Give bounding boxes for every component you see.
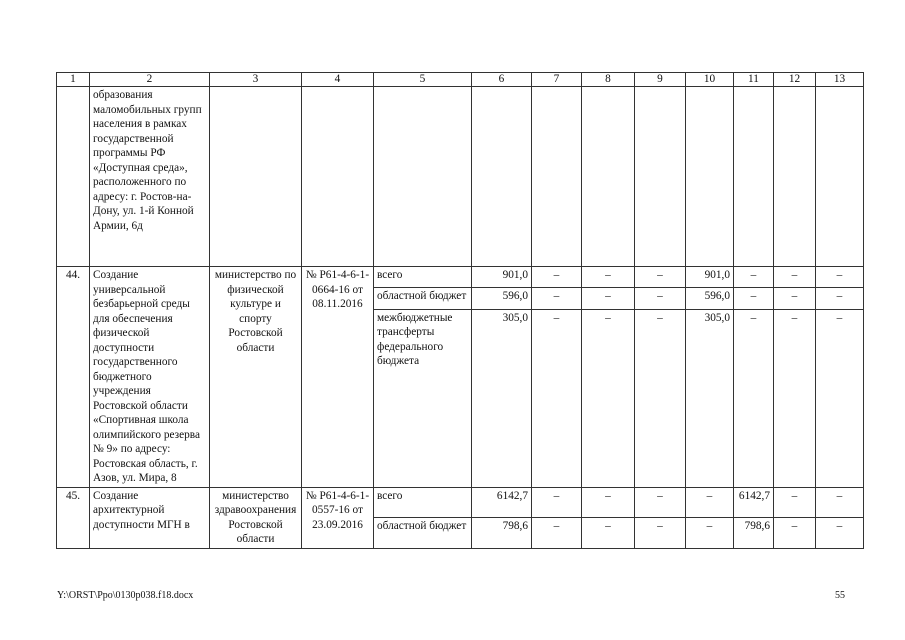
value-cell: – <box>816 288 864 309</box>
amount-total: 6142,7 <box>472 487 532 518</box>
amount-total: 305,0 <box>472 309 532 487</box>
col-header-8: 8 <box>582 73 635 87</box>
value-cell: – <box>582 518 635 549</box>
value-cell: – <box>582 309 635 487</box>
value-cell: – <box>774 309 816 487</box>
funding-source: областной бюджет <box>374 518 472 549</box>
value-cell: – <box>774 487 816 518</box>
value-cell: – <box>582 487 635 518</box>
value-cell: – <box>816 518 864 549</box>
value-cell: – <box>816 309 864 487</box>
value-cell: – <box>635 267 686 288</box>
amount-total: 798,6 <box>472 518 532 549</box>
item-name: Создание универсальной безбарьерной среды для обеспечения физической доступности государственного бюджетного учреждения Ростовской области «Спортивная школа олимпийского резерва № 9» по адресу: Ростовская область, г. Азов, ул. Мира, 8 <box>90 267 210 488</box>
value-cell: 901,0 <box>686 267 734 288</box>
value-cell: – <box>686 518 734 549</box>
value-cell: – <box>635 309 686 487</box>
program-table <box>56 72 864 549</box>
value-cell: 798,6 <box>734 518 774 549</box>
value-cell: 305,0 <box>686 309 734 487</box>
col-header-13: 13 <box>816 73 864 87</box>
col-header-12: 12 <box>774 73 816 87</box>
page-number: 55 <box>835 590 845 601</box>
item-document: № Р61-4-6-1-0664-16 от 08.11.2016 <box>302 267 374 488</box>
col-header-6: 6 <box>472 73 532 87</box>
footer-file-path: Y:\ORST\Ppo\0130p038.f18.docx <box>57 590 194 601</box>
value-cell: – <box>734 288 774 309</box>
col-header-3: 3 <box>210 73 302 87</box>
amount-total: 901,0 <box>472 267 532 288</box>
funding-source: всего <box>374 487 472 518</box>
value-cell: – <box>734 267 774 288</box>
col-header-11: 11 <box>734 73 774 87</box>
value-cell: – <box>734 309 774 487</box>
value-cell: – <box>816 487 864 518</box>
value-cell: – <box>532 487 582 518</box>
value-cell: – <box>774 267 816 288</box>
col-header-10: 10 <box>686 73 734 87</box>
value-cell: – <box>635 288 686 309</box>
col-header-9: 9 <box>635 73 686 87</box>
table-row <box>57 267 864 288</box>
item-ministry: министерство здравоохранения Ростовской области <box>210 487 302 548</box>
value-cell: 596,0 <box>686 288 734 309</box>
value-cell: – <box>686 487 734 518</box>
item-number: 45. <box>57 487 90 548</box>
value-cell: – <box>635 487 686 518</box>
value-cell: – <box>774 288 816 309</box>
col-header-5: 5 <box>374 73 472 87</box>
value-cell: 6142,7 <box>734 487 774 518</box>
value-cell: – <box>582 267 635 288</box>
value-cell: – <box>774 518 816 549</box>
item-number: 44. <box>57 267 90 488</box>
value-cell: – <box>532 288 582 309</box>
item-name: Создание архитектурной доступности МГН в <box>90 487 210 548</box>
continuation-name: образования маломобильных групп населения в рамках государственной программы РФ «Доступная среда», расположенного по адресу: г. Ростов-на-Дону, ул. 1-й Конной Армии, 6д <box>90 87 210 267</box>
item-document: № Р61-4-6-1-0557-16 от 23.09.2016 <box>302 487 374 548</box>
value-cell: – <box>635 518 686 549</box>
col-header-2: 2 <box>90 73 210 87</box>
header-row <box>57 73 864 87</box>
funding-source: областной бюджет <box>374 288 472 309</box>
value-cell: – <box>532 518 582 549</box>
table-row <box>57 487 864 518</box>
item-ministry: министерство по физической культуре и спорту Ростовской области <box>210 267 302 488</box>
funding-source: всего <box>374 267 472 288</box>
value-cell: – <box>532 267 582 288</box>
col-header-1: 1 <box>57 73 90 87</box>
value-cell: – <box>582 288 635 309</box>
col-header-7: 7 <box>532 73 582 87</box>
funding-source: межбюджетные трансферты федерального бюджета <box>374 309 472 487</box>
continuation-row <box>57 87 864 267</box>
value-cell: – <box>532 309 582 487</box>
value-cell: – <box>816 267 864 288</box>
col-header-4: 4 <box>302 73 374 87</box>
amount-total: 596,0 <box>472 288 532 309</box>
